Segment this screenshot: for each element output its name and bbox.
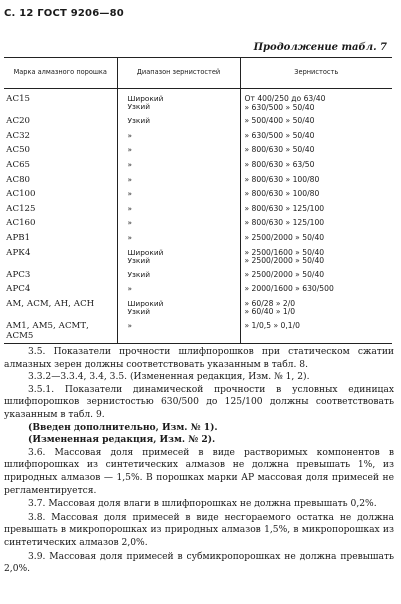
grain-cell xyxy=(240,158,392,173)
grain-cell-line: » 2500/2000 » 50/40 xyxy=(244,233,325,242)
mark-cell-line: АМ, АСМ, АН, АСН xyxy=(6,298,95,309)
column-header-range: Диапазон зернистостей xyxy=(117,58,240,89)
mark-cell-line: АРС4 xyxy=(6,284,31,295)
mark-cell-line: АС100 xyxy=(6,189,36,200)
range-cell xyxy=(117,297,240,319)
mark-cell xyxy=(4,297,117,319)
mark-cell-line: АС15 xyxy=(6,94,31,104)
grain-cell xyxy=(240,282,392,297)
mark-cell-line: АС160 xyxy=(6,218,36,229)
paragraph: 3.9. Массовая доля примесей в субмикропорошках не должна превышать 2,0%. xyxy=(4,551,394,575)
grain-cell-line: От 400/250 до 63/40 xyxy=(244,94,326,103)
paragraph: 3.8. Массовая доля примесей в виде несгораемого остатка не должна превышать в микропорошках из природных алмазов 1,5%, в микропорошках из синтетических алмазов 2,0%. xyxy=(4,512,394,548)
mark-cell-line: АС50 xyxy=(6,145,31,156)
table-row xyxy=(4,246,392,268)
table-body xyxy=(4,89,392,344)
mark-cell-line: АС32 xyxy=(6,130,31,141)
grain-cell-line: » 2500/2000 » 50/40 xyxy=(244,269,325,279)
range-cell-line: Широкий xyxy=(127,247,164,257)
column-header-grain: Зернистость xyxy=(240,58,392,89)
grain-cell-line: » 60/40 » 1/0 xyxy=(244,307,296,317)
table-row xyxy=(4,319,392,344)
paragraph: 3.6. Массовая доля примесей в виде растворимых компонентов в шлифпорошках из синтетических алмазов не должна превышать 1%, из природных алмазов — 1,5%. В порошках марки АР массовая доля примесей не регламентируется. xyxy=(4,447,394,496)
grain-cell-line: » 800/630 » 125/100 xyxy=(244,203,325,213)
body-text xyxy=(4,346,394,576)
table-row xyxy=(4,89,392,115)
mark-cell xyxy=(4,231,117,246)
range-cell-line: » xyxy=(127,130,133,140)
grain-cell xyxy=(240,143,392,158)
range-cell xyxy=(117,268,240,283)
grain-cell xyxy=(240,231,392,246)
grain-cell-line: » 2500/1600 » 50/40 xyxy=(244,247,325,257)
range-cell-line: » xyxy=(127,174,133,184)
paragraph: (Введен дополнительно, Изм. № 1). xyxy=(28,421,218,433)
mark-cell-line: АМ1, АМ5, АСМТ, xyxy=(6,320,89,331)
table-row xyxy=(4,114,392,129)
range-cell-line: » xyxy=(127,233,133,242)
range-cell xyxy=(117,187,240,202)
table-row xyxy=(4,129,392,144)
range-cell xyxy=(117,129,240,144)
grain-cell-line: » 800/630 » 100/80 xyxy=(244,189,320,199)
mark-cell xyxy=(4,216,117,231)
mark-cell xyxy=(4,173,117,188)
grain-size-table xyxy=(4,57,392,344)
grain-cell xyxy=(240,187,392,202)
mark-cell xyxy=(4,246,117,268)
grain-cell xyxy=(240,173,392,188)
range-cell xyxy=(117,158,240,173)
mark-cell xyxy=(4,187,117,202)
grain-cell-line: » 800/630 » 100/80 xyxy=(244,174,320,184)
grain-cell-line: » 60/28 » 2/0 xyxy=(244,298,296,308)
range-cell-line: Широкий xyxy=(127,94,164,103)
grain-cell-line: » 2000/1600 » 630/500 xyxy=(244,284,334,294)
paragraph: 3.7. Массовая доля влаги в шлифпорошках не должна превышать 0,2%. xyxy=(28,499,377,510)
grain-cell xyxy=(240,89,392,115)
page-header: С. 12 ГОСТ 9206—80 xyxy=(4,8,124,19)
grain-cell xyxy=(240,114,392,129)
table-row xyxy=(4,158,392,173)
table-row xyxy=(4,231,392,246)
range-cell-line: Узкий xyxy=(127,102,151,112)
range-cell-line: » xyxy=(127,284,133,294)
mark-cell-line: АС125 xyxy=(6,203,36,214)
grain-cell-line: » 800/630 » 50/40 xyxy=(244,145,315,155)
range-cell xyxy=(117,282,240,297)
grain-cell xyxy=(240,202,392,217)
mark-cell xyxy=(4,143,117,158)
table-row xyxy=(4,202,392,217)
paragraph: 3.5. Показатели прочности шлифпорошков при статическом сжатии алмазных зерен должны соответствовать указанным в табл. 8. xyxy=(4,347,394,370)
range-cell xyxy=(117,319,240,344)
grain-cell-line: » 630/500 » 50/40 xyxy=(244,102,315,112)
range-cell-line: Узкий xyxy=(127,307,151,317)
range-cell-line: Узкий xyxy=(127,116,151,125)
grain-cell xyxy=(240,129,392,144)
grain-cell-line: » 800/630 » 63/50 xyxy=(244,159,315,169)
range-cell-line: » xyxy=(127,320,133,330)
grain-cell xyxy=(240,246,392,268)
grain-cell-line: » 2500/2000 » 50/40 xyxy=(244,256,325,266)
paragraph: 3.5.1. Показатели динамической прочности в условных единицах шлифпорошков зернистостью 630/500 до 125/100 должны соответствовать указанным в табл. 9. xyxy=(4,384,394,420)
range-cell-line: » xyxy=(127,159,133,169)
range-cell xyxy=(117,231,240,246)
range-cell xyxy=(117,143,240,158)
mark-cell-line: АРВ1 xyxy=(6,233,31,243)
range-cell-line: » xyxy=(127,145,133,155)
range-cell-line: » xyxy=(127,218,133,228)
grain-cell xyxy=(240,216,392,231)
table-row xyxy=(4,143,392,158)
range-cell-line: Узкий xyxy=(127,269,151,279)
mark-cell xyxy=(4,319,117,344)
grain-cell-line: » 800/630 » 125/100 xyxy=(244,218,325,228)
table-row xyxy=(4,187,392,202)
mark-cell-line: АСМ5 xyxy=(6,330,34,341)
mark-cell-line: АС65 xyxy=(6,159,31,170)
mark-cell xyxy=(4,89,117,115)
range-cell xyxy=(117,114,240,129)
mark-cell xyxy=(4,282,117,297)
mark-cell xyxy=(4,129,117,144)
paragraph: 3.3.2—3.3.4, 3.4, 3.5. (Измененная редакция, Изм. № 1, 2). xyxy=(28,372,310,383)
grain-cell xyxy=(240,297,392,319)
table-row xyxy=(4,173,392,188)
range-cell-line: Широкий xyxy=(127,298,164,308)
range-cell-line: » xyxy=(127,189,133,199)
table-row xyxy=(4,216,392,231)
range-cell xyxy=(117,173,240,188)
grain-cell-line: » 1/0,5 » 0,1/0 xyxy=(244,320,300,330)
mark-cell xyxy=(4,114,117,129)
table-header-row xyxy=(4,58,392,89)
mark-cell xyxy=(4,268,117,283)
mark-cell xyxy=(4,158,117,173)
mark-cell-line: АРК4 xyxy=(6,247,31,258)
grain-cell xyxy=(240,319,392,344)
column-header-mark: Марка алмазного порошка xyxy=(4,58,117,89)
range-cell xyxy=(117,89,240,115)
table-row xyxy=(4,268,392,283)
table-row xyxy=(4,297,392,319)
mark-cell-line: АС80 xyxy=(6,174,31,185)
mark-cell-line: АРС3 xyxy=(6,269,31,280)
range-cell-line: » xyxy=(127,203,133,213)
range-cell xyxy=(117,202,240,217)
range-cell-line: Узкий xyxy=(127,255,151,265)
paragraph: (Измененная редакция, Изм. № 2). xyxy=(28,434,216,446)
range-cell xyxy=(117,246,240,268)
mark-cell-line: АС20 xyxy=(6,116,31,126)
grain-cell-line: » 500/400 » 50/40 xyxy=(244,116,315,125)
range-cell xyxy=(117,216,240,231)
grain-cell-line: » 630/500 » 50/40 xyxy=(244,130,315,140)
mark-cell xyxy=(4,202,117,217)
grain-cell xyxy=(240,268,392,283)
table-row xyxy=(4,282,392,297)
table-continuation-caption: Продолжение табл. 7 xyxy=(253,42,387,53)
